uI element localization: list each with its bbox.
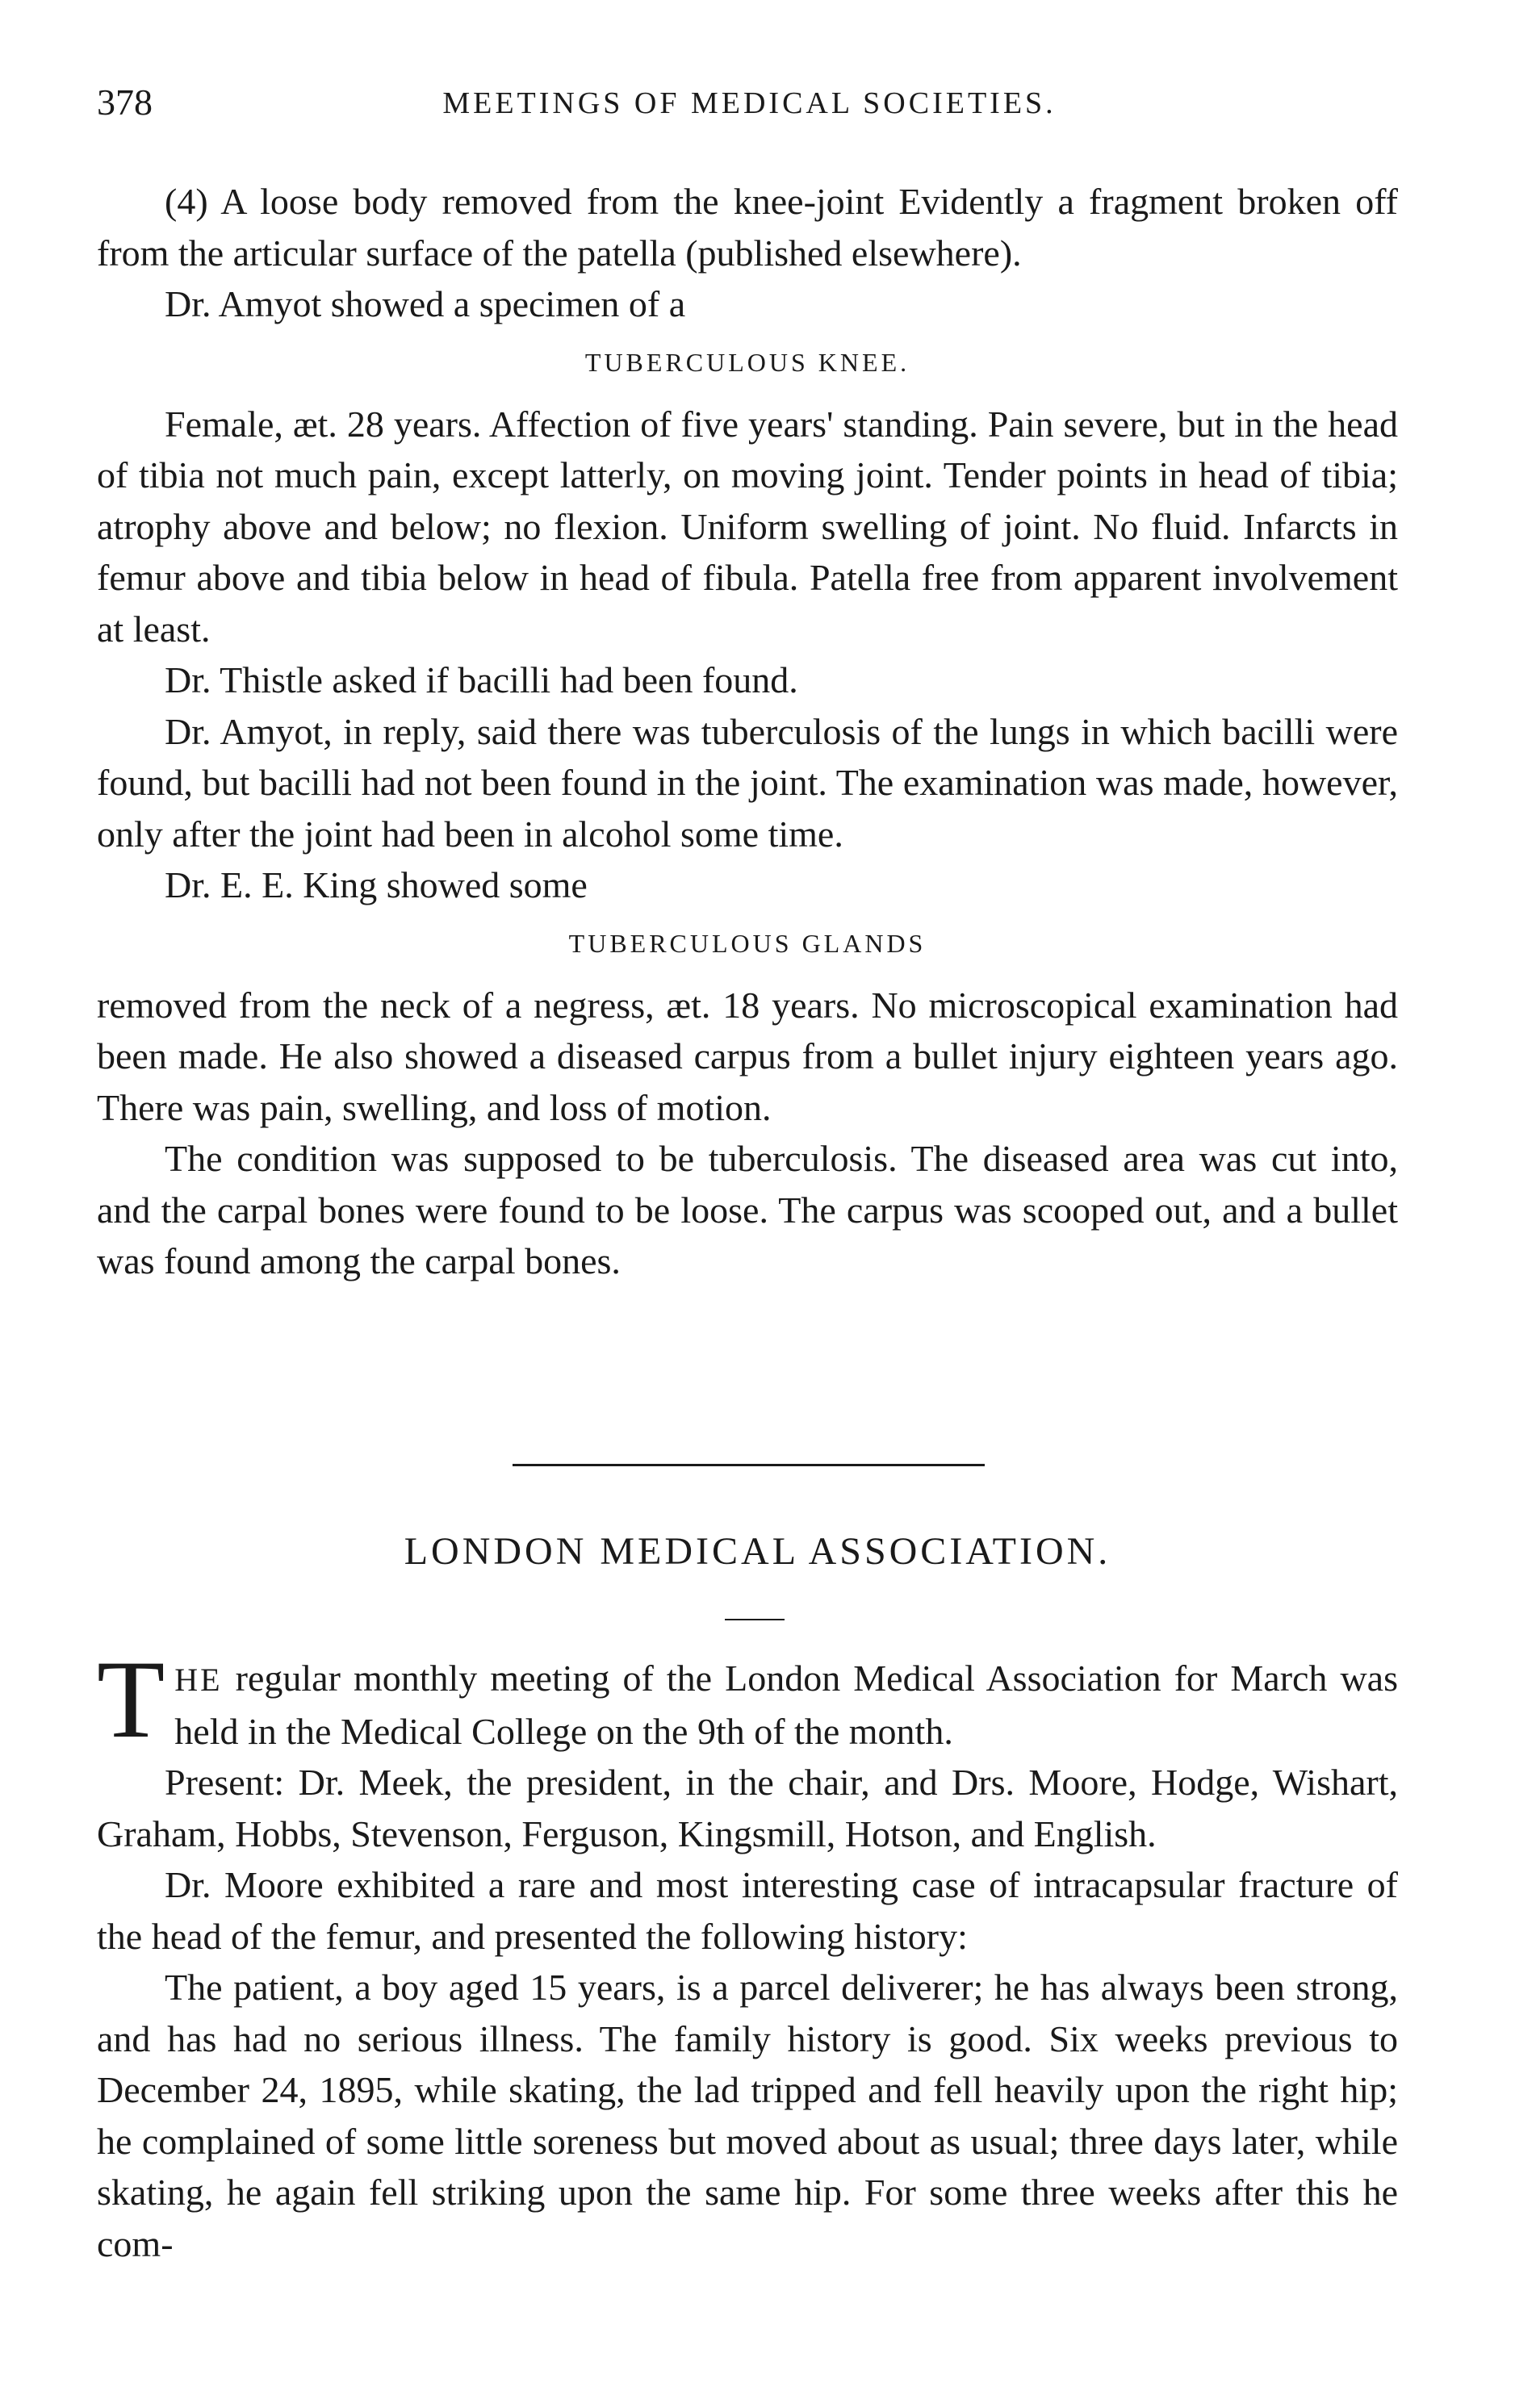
paragraph-regular-meeting — [97, 1637, 1398, 1761]
paragraph-moore-exhibited: Dr. Moore exhibited a rare and most interesting case of intracapsular fracture of the head of the femur, and presented the following history: — [97, 1864, 1398, 1957]
page-number: 378 — [97, 82, 153, 123]
paragraph-loose-body: (4) A loose body removed from the knee-joint Evidently a fragment broken off from the articular surface of the patella (published elsewhere). — [97, 181, 1398, 274]
running-head-title: MEETINGS OF MEDICAL SOCIETIES. — [442, 86, 1057, 120]
tuberculous-cases-block — [97, 176, 1398, 1287]
section-title: LONDON MEDICAL ASSOCIATION. — [404, 1530, 1111, 1573]
paragraph-amyot-reply: Dr. Amyot, in reply, said there was tuberculosis of the lungs in which bacilli were found, but bacilli had not been found in the joint. The examination was made, however, only after the joint had been in alcohol some time. — [97, 710, 1398, 855]
paragraph-negress-case: removed from the neck of a negress, æt. 18 years. No microscopical examination had been made. He also showed a diseased carpus from a bullet injury eighteen years ago. There was pain, swelling, and loss of motion. — [97, 984, 1398, 1128]
drop-cap-continuation: HE — [174, 1662, 223, 1698]
heading-tuberculous-knee: TUBERCULOUS KNEE. — [584, 347, 910, 377]
heading-tuberculous-glands: TUBERCULOUS GLANDS — [568, 928, 927, 958]
london-association-block — [97, 1637, 1398, 2269]
running-head — [97, 81, 1402, 129]
paragraph-king-showed: Dr. E. E. King showed some — [165, 864, 588, 905]
paragraph-female-case: Female, æt. 28 years. Affection of five years' standing. Pain severe, but in the head of tibia not much pain, except latterly, on moving joint. Tender points in head of tibia; atrophy above and below; no flexion. Uniform swelling of joint. No fluid. Infarcts in femur above and tibia below in head of fibula. Patella free from apparent involvement at least. — [97, 403, 1398, 650]
paragraph-regular-meeting-text: regular monthly meeting of the London Medical Association for March was held in the Medical College on the 9th of the month. — [174, 1658, 1398, 1752]
section-divider-rule — [513, 1464, 985, 1466]
paragraph-condition: The condition was supposed to be tuberculosis. The diseased area was cut into, and the carpal bones were found to be loose. The carpus was scooped out, and a bullet was found among the carpal bones. — [97, 1138, 1398, 1281]
paragraph-present: Present: Dr. Meek, the president, in the chair, and Drs. Moore, Hodge, Wishart, Graham, Hobbs, Stevenson, Ferguson, Kingsmill, Hotson, and English. — [97, 1762, 1398, 1854]
paragraph-patient-history: The patient, a boy aged 15 years, is a parcel deliverer; he has always been strong, and has had no serious illness. The family history is good. Six weeks previous to December 24, 1895, while skating, the lad tripped and fell heavily upon the right hip; he complained of some little soreness but moved about as usual; three days later, while skating, he again fell striking upon the same hip. For some three weeks after this he com- — [97, 1967, 1398, 2264]
drop-cap-letter: T — [97, 1637, 165, 1761]
paragraph-thistle-question: Dr. Thistle asked if bacilli had been found. — [165, 659, 798, 700]
paragraph-amyot-specimen: Dr. Amyot showed a specimen of a — [165, 283, 686, 324]
section-title-underline — [725, 1619, 785, 1620]
